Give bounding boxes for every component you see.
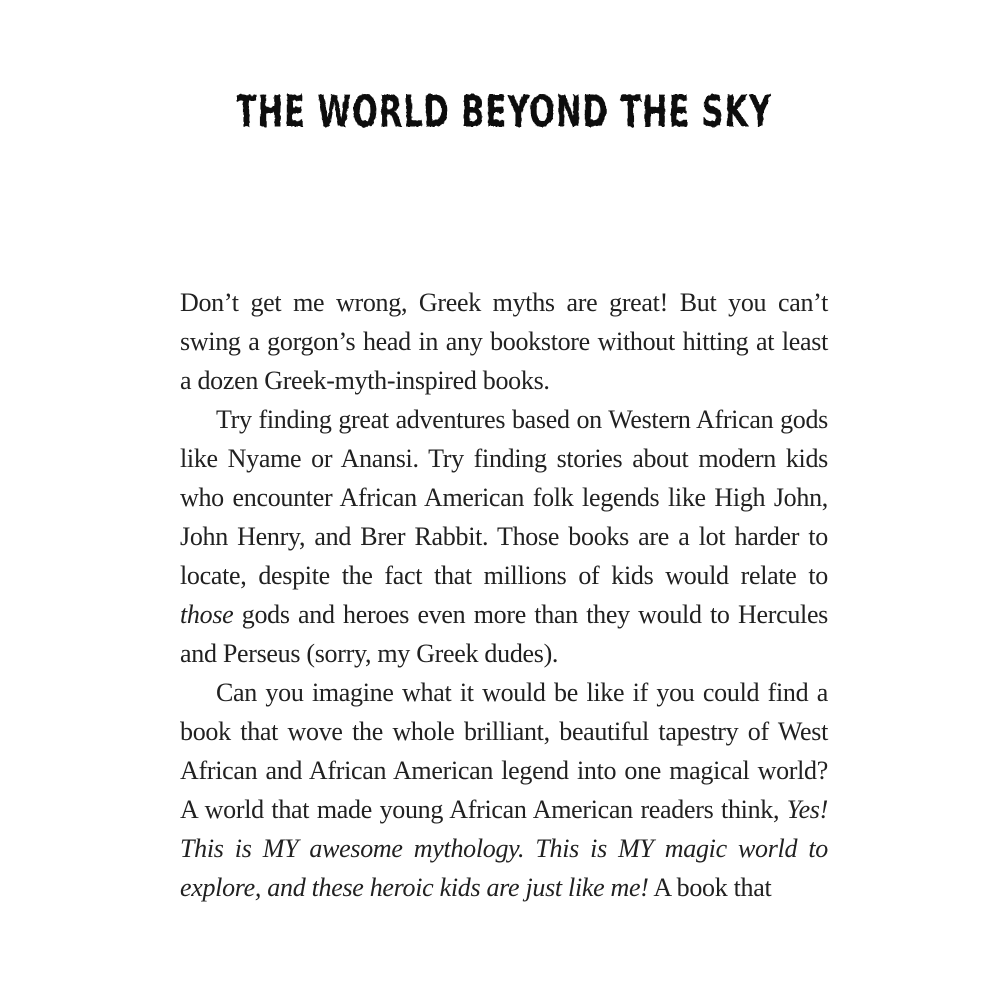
paragraph-2: Try finding great adventures based on Western African gods like Nyame or Anansi. Try finding stories about modern kids who encounter African American folk legends like High John, John Henry, and Brer Rabbit. Those books are a lot harder to locate, despite the fact that millions of kids would relate to those gods and heroes even more than they would to Hercules and Perseus (sorry, my Greek dudes). xyxy=(180,405,828,668)
chapter-title: THE WORLD BEYOND THE SKY xyxy=(235,88,773,138)
paragraph-1: Don’t get me wrong, Greek myths are great! But you can’t swing a gorgon’s head in any bookstore without hitting at least a dozen Greek-myth-inspired books. xyxy=(180,288,828,395)
body-text xyxy=(180,283,828,907)
paragraph-3: Can you imagine what it would be like if you could find a book that wove the whole brilliant, beautiful tapestry of West African and African American legend into one magical world? A world that made young African American readers think, Yes! This is MY awesome mythology. This is MY magic world to explore, and these heroic kids are just like me! A book that xyxy=(180,678,828,902)
